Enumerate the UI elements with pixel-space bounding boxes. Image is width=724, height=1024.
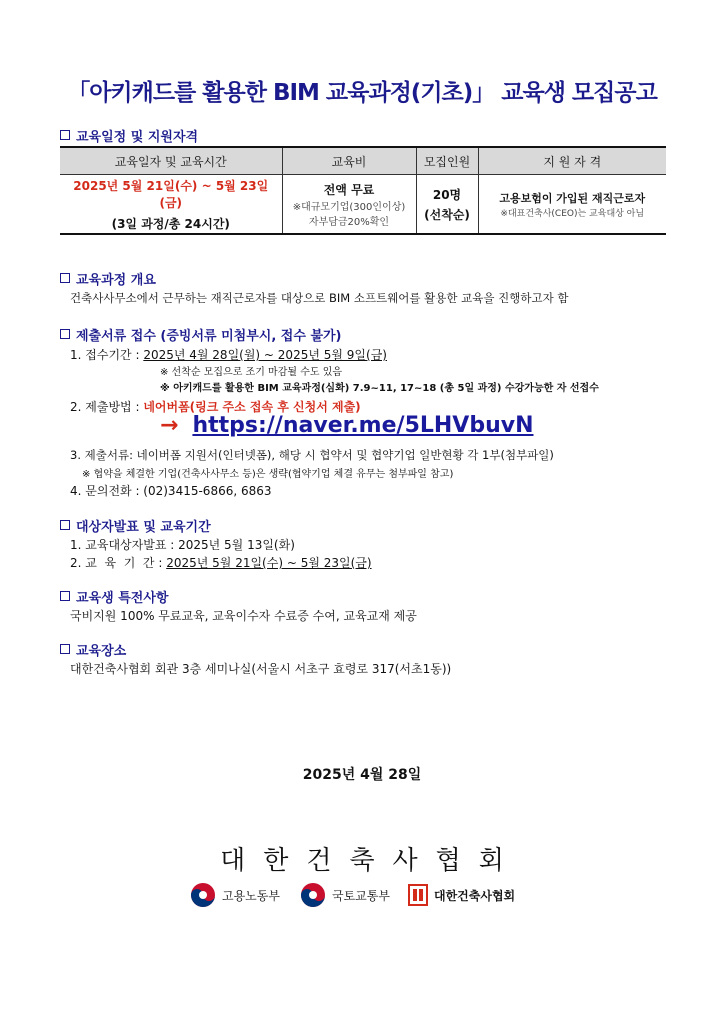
fee: 전액 무료	[323, 182, 375, 197]
organization-name: 대한건축사협회	[220, 846, 522, 876]
qualification: 고용보험이 가입된 재직근로자	[499, 191, 646, 205]
section-title-text: 교육일정 및 지원자격	[76, 130, 199, 145]
section-title-benefits	[60, 587, 168, 606]
application-link[interactable]: https://naver.me/5LHVbuvN	[192, 413, 534, 438]
submission-period	[70, 346, 387, 363]
submission-note-2: ※ 아키캐드를 활용한 BIM 교육과정(심화) 7.9~11, 17~18 (총 5일 과정) 수강가능한 자 선접수	[160, 383, 599, 394]
section-title-submission	[60, 325, 342, 344]
submission-method-value: 네어버폼(링크 주소 접속 후 신청서 제출)	[143, 400, 361, 414]
checkbox-bullet-icon	[60, 644, 70, 654]
capacity: 20명	[432, 187, 462, 202]
header-capacity: 모집인원	[416, 147, 478, 175]
table-row	[60, 175, 666, 235]
cell-date	[60, 175, 282, 235]
section-title-announcement	[60, 516, 211, 535]
section-title-text: 교육과정 개요	[76, 273, 156, 288]
section-title-text: 교육생 특전사항	[76, 591, 169, 606]
announcement-date: 1. 교육대상자발표 : 2025년 5월 13일(화)	[70, 538, 295, 552]
checkbox-bullet-icon	[60, 273, 70, 283]
cell-qualification	[478, 175, 666, 235]
submission-documents-note: ※ 협약을 체결한 기업(건축사사무소 등)은 생략(협약기업 체결 유무는 첨부파일 참고)	[82, 469, 454, 480]
fee-note-1: ※대규모기업(300인이상)	[292, 201, 406, 213]
cell-fee	[282, 175, 416, 235]
section-title-venue	[60, 640, 126, 659]
taegeuk-icon	[190, 882, 216, 908]
header-qualification: 지 원 자 격	[478, 147, 666, 175]
training-period	[70, 554, 372, 571]
submission-documents: 3. 제출서류: 네이버폼 지원서(인터넷폼), 해당 시 협약서 및 협약기업 일반현황 각 1부(첨부파일)	[70, 448, 554, 462]
section-title-schedule	[60, 126, 198, 145]
section-title-text: 교육장소	[76, 644, 127, 659]
schedule-table	[60, 146, 666, 235]
duration: (3일 과정/총 24시간)	[111, 216, 230, 231]
arrow-right-icon: →	[160, 413, 179, 438]
taegeuk-icon	[300, 882, 326, 908]
header-date: 교육일자 및 교육시간	[60, 147, 282, 175]
fee-note-2: 자부담금20%확인	[308, 216, 390, 228]
section-title-text: 제출서류 접수 (증빙서류 미첨부시, 접수 불가)	[76, 329, 342, 344]
checkbox-bullet-icon	[60, 591, 70, 601]
logo-kira-text: 대한건축사협회	[434, 888, 516, 903]
training-period-value: 2025년 5월 21일(수) ~ 5월 23일(금)	[166, 556, 372, 570]
section-title-text: 대상자발표 및 교육기간	[76, 520, 211, 535]
logo-molit-text: 국토교통부	[332, 888, 390, 903]
training-period-label: 2. 교 육 기 간 :	[70, 556, 167, 570]
application-link-line	[160, 413, 534, 438]
qualification-note: ※대표건축사(CEO)는 교육대상 아님	[500, 208, 645, 219]
overview-text: 건축사사무소에서 근무하는 재직근로자를 대상으로 BIM 소프트웨어를 활용한 교육을 진행하고자 함	[70, 291, 569, 305]
checkbox-bullet-icon	[60, 130, 70, 140]
issue-date: 2025년 4월 28일	[302, 767, 422, 783]
logo-kira	[408, 884, 515, 906]
kira-logo-icon	[408, 884, 428, 906]
date-range: 2025년 5월 21일(수) ~ 5월 23일(금)	[73, 178, 269, 210]
submission-period-label: 1. 접수기간 :	[70, 348, 144, 362]
section-title-overview	[60, 269, 156, 288]
capacity-note: (선착순)	[424, 207, 470, 222]
logo-moel	[190, 882, 280, 908]
submission-period-value: 2025년 4월 28일(월) ~ 2025년 5월 9일(금)	[143, 348, 387, 362]
submission-note-1: ※ 선착순 모집으로 조기 마감될 수도 있음	[160, 367, 343, 378]
table-header-row	[60, 147, 666, 175]
benefits-text: 국비지원 100% 무료교육, 교육이수자 수료증 수여, 교육교재 제공	[70, 609, 417, 623]
submission-method-label: 2. 제출방법 :	[70, 400, 144, 414]
logo-molit	[300, 882, 390, 908]
logo-moel-text: 고용노동부	[222, 888, 280, 903]
page-title: 「아키캐드를 활용한 BIM 교육과정(기초)」 교육생 모집공고	[67, 80, 657, 106]
contact-phone: 4. 문의전화 : (02)3415-6866, 6863	[70, 484, 272, 498]
checkbox-bullet-icon	[60, 329, 70, 339]
checkbox-bullet-icon	[60, 520, 70, 530]
venue-text: 대한건축사협회 회관 3층 세미나실(서울시 서초구 효령로 317(서초1동))	[70, 662, 452, 676]
header-fee: 교육비	[282, 147, 416, 175]
cell-capacity	[416, 175, 478, 235]
